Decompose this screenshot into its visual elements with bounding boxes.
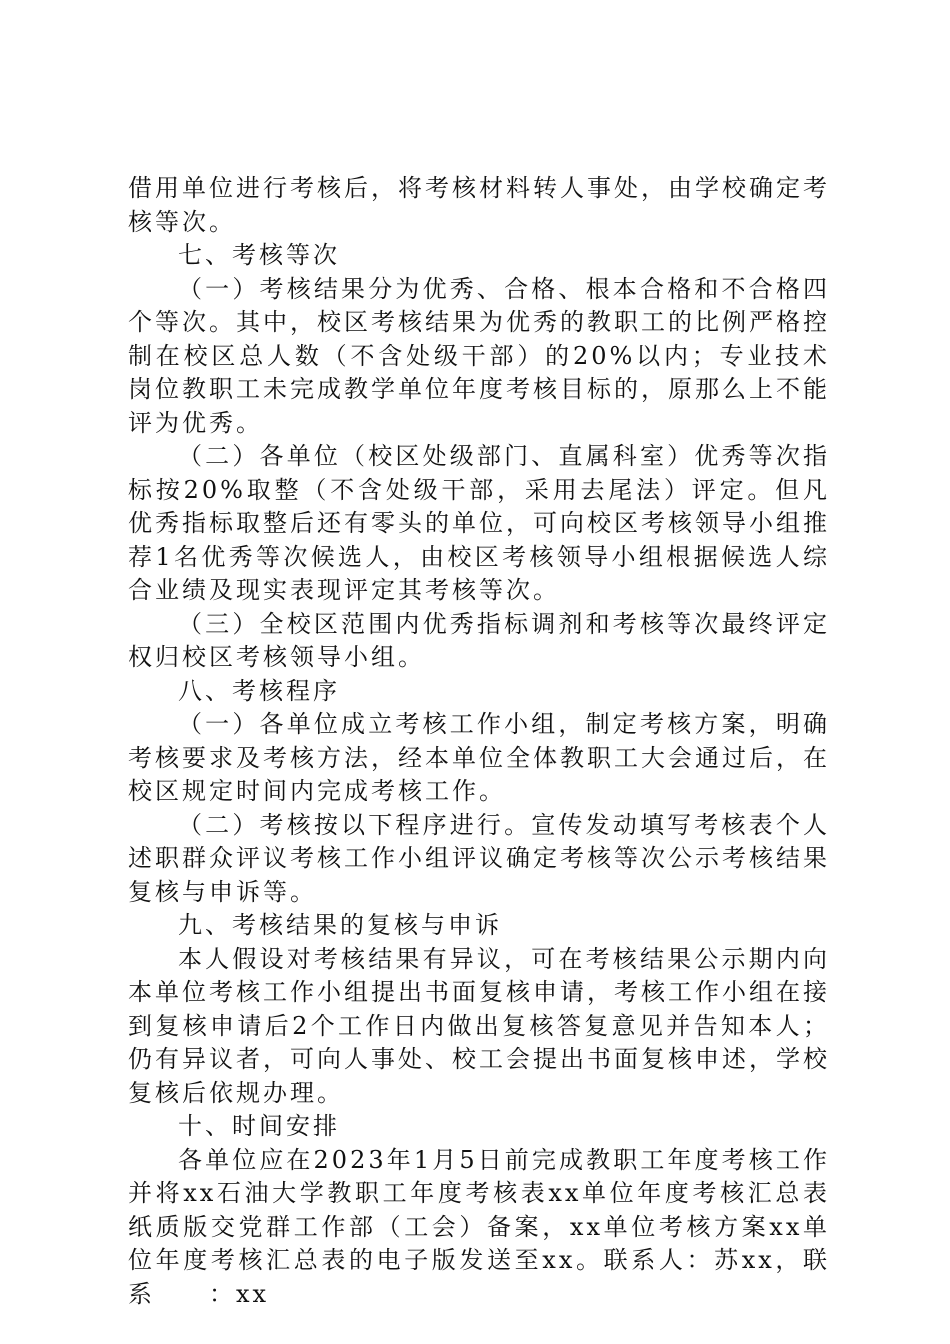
section-heading-7: 七、考核等次 [178,241,340,269]
paragraph-10-1: 各单位应在2023年1月5日前完成教职工年度考核工作并将xx石油大学教职工年度考核表xx单位年度考核汇总表纸质版交党群工作部（工会）备案，xx单位考核方案xx单位年度考核汇总表的电子版发送至xx。联系人：苏xx，联系 ：xx [128,1145,830,1308]
paragraph-9-1: 本人假设对考核结果有异议，可在考核结果公示期内向本单位考核工作小组提出书面复核申请，考核工作小组在接到复核申请后2个工作日内做出复核答复意见并告知本人；仍有异议者，可向人事处、校工会提出书面复核申述，学校复核后依规办理。 [128,944,830,1107]
section-heading-9: 九、考核结果的复核与申诉 [178,911,502,939]
document-body [128,172,830,1311]
paragraph-8-1: （一）各单位成立考核工作小组，制定考核方案，明确考核要求及考核方法，经本单位全体教职工大会通过后，在校区规定时间内完成考核工作。 [128,710,830,805]
paragraph-7-3: （三）全校区范围内优秀指标调剂和考核等次最终评定权归校区考核领导小组。 [128,609,830,671]
paragraph-7-1: （一）考核结果分为优秀、合格、根本合格和不合格四个等次。其中，校区考核结果为优秀的教职工的比例严格控制在校区总人数（不含处级干部）的20%以内；专业技术岗位教职工未完成教学单位年度考核目标的，原那么上不能评为优秀。 [128,274,830,437]
section-heading-10: 十、时间安排 [178,1112,340,1140]
paragraph-8-2: （二）考核按以下程序进行。宣传发动填写考核表个人述职群众评议考核工作小组评议确定考核等次公示考核结果复核与申诉等。 [128,810,830,906]
paragraph-7-2: （二）各单位（校区处级部门、直属科室）优秀等次指标按20%取整（不含处级干部，采用去尾法）评定。但凡优秀指标取整后还有零头的单位，可向校区考核领导小组推荐1名优秀等次候选人，由校区考核领导小组根据候选人综合业绩及现实表现评定其考核等次。 [128,442,830,604]
section-heading-8: 八、考核程序 [178,676,340,705]
paragraph-continuation: 借用单位进行考核后，将考核材料转人事处，由学校确定考核等次。 [128,174,830,236]
